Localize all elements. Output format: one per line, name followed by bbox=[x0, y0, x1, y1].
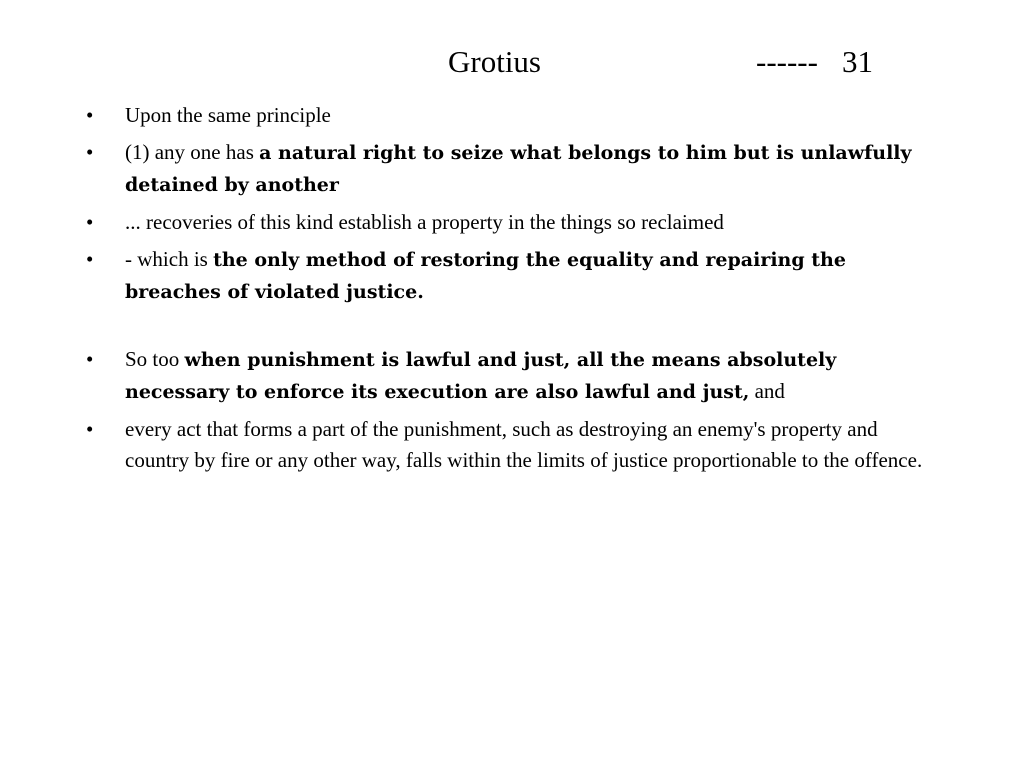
bullet-dot-icon: • bbox=[86, 247, 94, 271]
bullet-dot-icon: • bbox=[86, 103, 94, 127]
bullet-dot-icon: • bbox=[86, 210, 94, 234]
bullet-list bbox=[82, 100, 942, 482]
bullet-text: Upon the same principle bbox=[125, 103, 331, 127]
bullet-bold-text: when punishment is lawful and just, all the means absolutely necessary to enforce its execution are also lawful and just, bbox=[125, 349, 837, 403]
bullet-item-6 bbox=[82, 414, 942, 476]
bullet-item-3 bbox=[82, 207, 942, 238]
bullet-tail-text: and bbox=[749, 379, 785, 403]
bullet-text: (1) any one has bbox=[125, 140, 260, 164]
bullet-item-2 bbox=[82, 137, 942, 201]
bullet-dot-icon: • bbox=[86, 140, 94, 164]
bullet-dot-icon: • bbox=[86, 417, 94, 441]
bullet-dot-icon: • bbox=[86, 347, 94, 371]
bullet-item-1 bbox=[82, 100, 942, 131]
bullet-text: ... recoveries of this kind establish a property in the things so reclaimed bbox=[125, 210, 724, 234]
bullet-bold-text: a natural right to seize what belongs to him but is unlawfully detained by another bbox=[125, 142, 912, 196]
bullet-bold-text: the only method of restoring the equality and repairing the breaches of violated justice. bbox=[125, 249, 846, 303]
bullet-text: So too bbox=[125, 347, 185, 371]
bullet-item-5 bbox=[82, 344, 942, 408]
bullet-text: every act that forms a part of the punishment, such as destroying an enemy's property and country by fire or any other way, falls within the limits of justice proportionable to the offence. bbox=[125, 417, 923, 472]
bullet-text: - which is bbox=[125, 247, 214, 271]
bullet-item-4 bbox=[82, 244, 942, 308]
slide-number: 31 bbox=[842, 44, 873, 79]
title-dashes: ------ bbox=[756, 44, 818, 79]
title-text: Grotius bbox=[448, 44, 541, 79]
